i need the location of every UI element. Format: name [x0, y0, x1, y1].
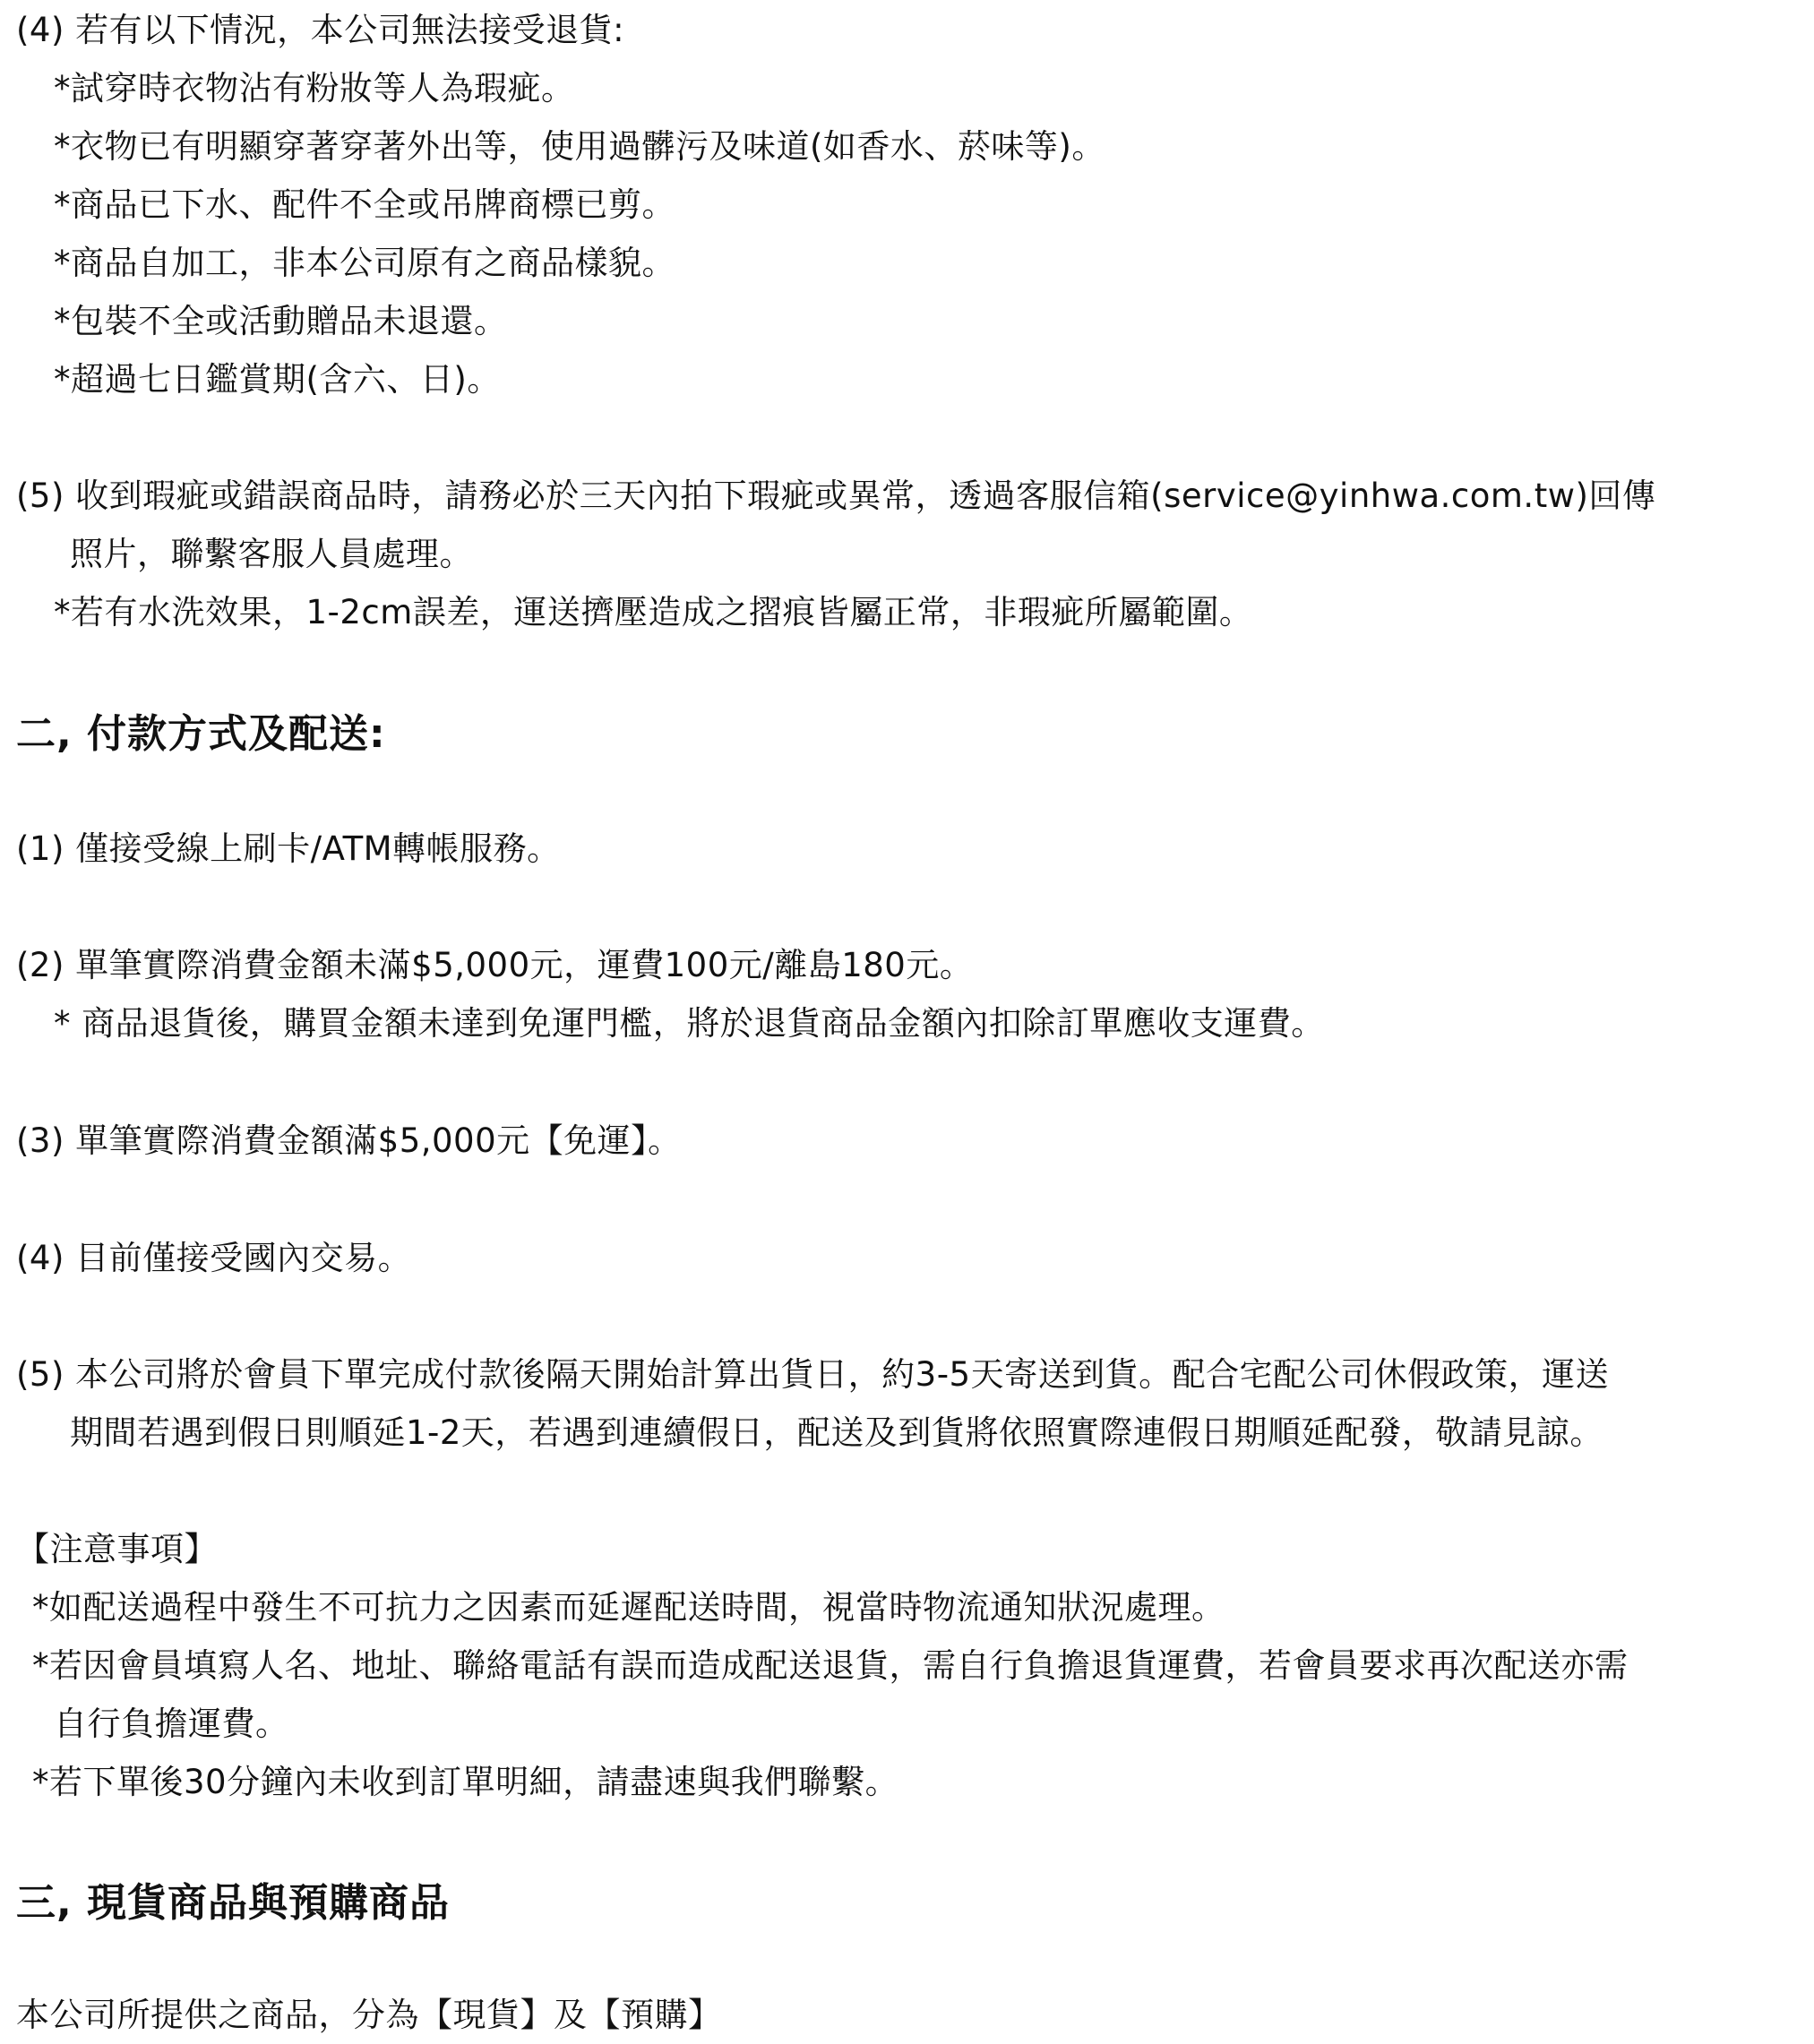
notice-title: 【注意事項】: [16, 1530, 218, 1568]
payment-item-3: (3) 單筆實際消費金額滿$5,000元【免運】。: [16, 1121, 682, 1160]
return-item-4-title: (4) 若有以下情況，本公司無法接受退貨:: [16, 11, 625, 49]
return-item-4-bullet: *包裝不全或活動贈品未退還。: [54, 302, 508, 340]
notice-bullet-2-line-1: *若因會員填寫人名、地址、聯絡電話有誤而造成配送退貨，需自行負擔退貨運費，若會員要求再次配送亦需: [32, 1646, 1629, 1685]
return-item-4-bullet: *商品自加工，非本公司原有之商品樣貌。: [54, 244, 675, 282]
return-item-4-bullet: *衣物已有明顯穿著穿著外出等，使用過髒污及味道(如香水、菸味等)。: [54, 127, 1105, 166]
notice-bullet: *若下單後30分鐘內未收到訂單明細，請盡速與我們聯繫。: [32, 1763, 899, 1801]
payment-heading: 二, 付款方式及配送:: [16, 711, 386, 757]
return-item-5-line-2: 照片，聯繫客服人員處理。: [70, 535, 473, 573]
return-item-4-bullet: *試穿時衣物沾有粉妝等人為瑕疵。: [54, 69, 575, 107]
payment-item-5-line-1: (5) 本公司將於會員下單完成付款後隔天開始計算出貨日，約3-5天寄送到貨。配合宅配公司休假政策，運送: [16, 1355, 1610, 1394]
payment-item-2: (2) 單筆實際消費金額未滿$5,000元，運費100元/離島180元。: [16, 946, 974, 984]
payment-item-5-line-2: 期間若遇到假日則順延1-2天，若遇到連續假日，配送及到貨將依照實際連假日期順延配發，敬請見諒。: [70, 1413, 1603, 1452]
return-item-4-bullet: *商品已下水、配件不全或吊牌商標已剪。: [54, 185, 675, 224]
return-item-5-line-1: (5) 收到瑕疵或錯誤商品時，請務必於三天內拍下瑕疵或異常，透過客服信箱(service@yinhwa.com.tw)回傳: [16, 477, 1656, 515]
stock-intro: 本公司所提供之商品，分為【現貨】及【預購】: [16, 1996, 722, 2034]
notice-bullet: *如配送過程中發生不可抗力之因素而延遲配送時間，視當時物流通知狀況處理。: [32, 1588, 1225, 1627]
return-item-4-bullet: *超過七日鑑賞期(含六、日)。: [54, 360, 501, 399]
stock-heading: 三, 現貨商品與預購商品: [16, 1880, 451, 1926]
return-item-5-note: *若有水洗效果，1-2cm誤差，運送擠壓造成之摺痕皆屬正常，非瑕疵所屬範圍。: [54, 593, 1253, 631]
payment-item-4: (4) 目前僅接受國內交易。: [16, 1239, 412, 1277]
payment-item-1: (1) 僅接受線上刷卡/ATM轉帳服務。: [16, 829, 561, 868]
notice-bullet-2-line-2: 自行負擔運費。: [54, 1705, 289, 1743]
payment-item-2-note: * 商品退貨後，購買金額未達到免運門檻，將於退貨商品金額內扣除訂單應收支運費。: [54, 1004, 1325, 1043]
